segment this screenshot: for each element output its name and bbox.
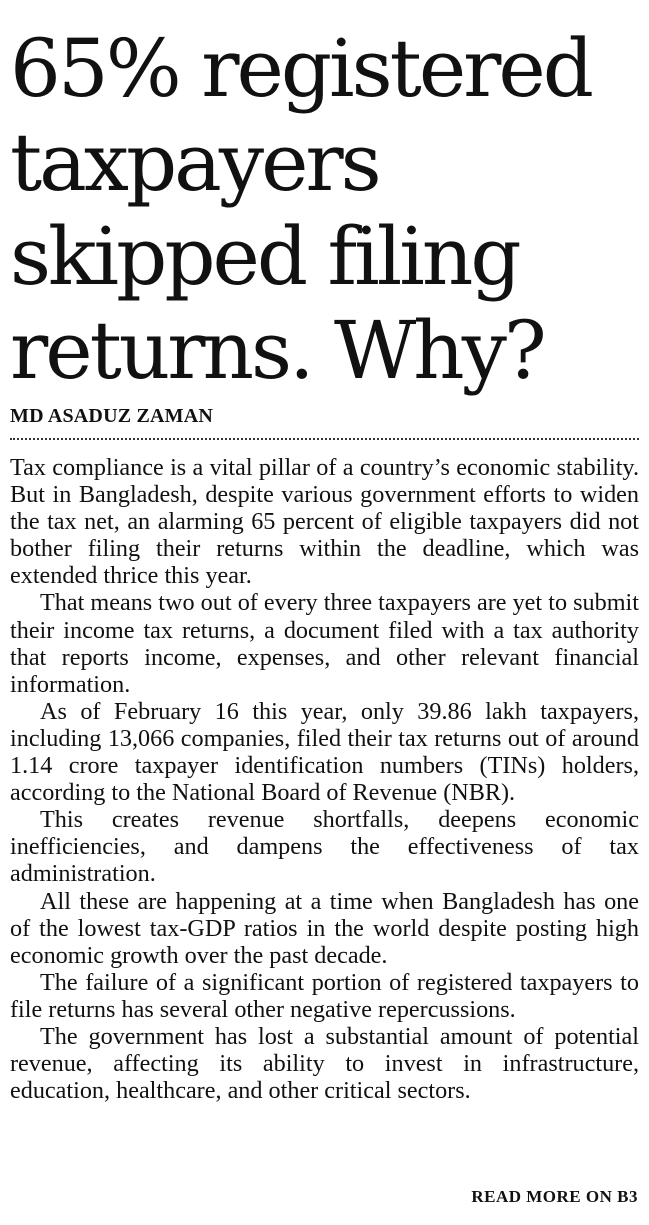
paragraph: All these are happening at a time when Bangladesh has one of the lowest tax-GDP ratios in the world despite posting high economic growth over the past decade.	[10, 887, 639, 969]
article-body	[10, 454, 639, 1104]
paragraph: That means two out of every three taxpayers are yet to submit their income tax returns, a document filed with a tax authority that reports income, expenses, and other relevant financial information.	[10, 589, 639, 698]
paragraph: This creates revenue shortfalls, deepens economic inefficiencies, and dampens the effectiveness of tax administration.	[10, 806, 639, 888]
paragraph: Tax compliance is a vital pillar of a country’s economic stability. But in Bangladesh, despite various government efforts to widen the tax net, an alarming 65 percent of eligible taxpayers did not bother filing their returns within the deadline, which was extended thrice this year.	[10, 454, 639, 590]
paragraph: As of February 16 this year, only 39.86 lakh taxpayers, including 13,066 companies, filed their tax returns out of around 1.14 crore taxpayer identification numbers (TINs) holders, according to the National Board of Revenue (NBR).	[10, 697, 639, 807]
headline: 65% registered taxpayers skipped filing returns. Why?	[10, 22, 591, 397]
read-more-link[interactable]: READ MORE ON B3	[465, 1187, 638, 1207]
paragraph: The government has lost a substantial amount of potential revenue, affecting its ability to invest in infrastructure, education, healthcare, and other critical sectors.	[10, 1022, 639, 1105]
dotted-divider	[10, 438, 639, 440]
paragraph: The failure of a significant portion of registered taxpayers to file returns has several other negative repercussions.	[10, 968, 639, 1023]
byline: MD ASADUZ ZAMAN	[10, 405, 213, 427]
